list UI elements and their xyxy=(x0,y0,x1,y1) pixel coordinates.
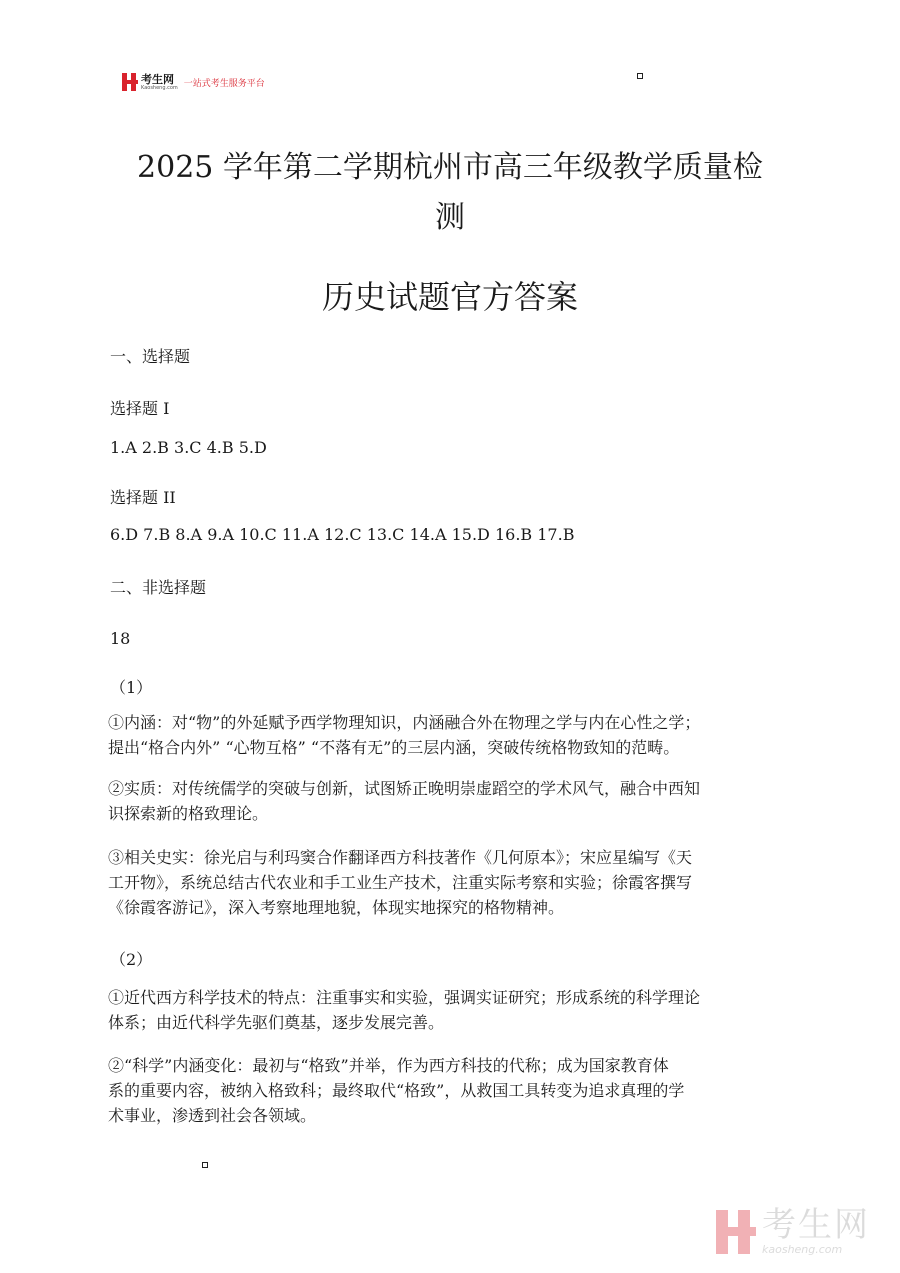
q1-point-essence xyxy=(108,776,808,826)
choice-part2-answers: 6.D 7.B 8.A 9.A 10.C 11.A 12.C 13.C 14.A 15.D 16.B 17.B xyxy=(110,525,575,544)
q2-p2-line3: 术事业，渗透到社会各领域。 xyxy=(108,1106,317,1125)
page-marker-bottom xyxy=(202,1162,208,1168)
page-marker-top xyxy=(637,73,643,79)
q1-p3-line1: ③相关史实：徐光启与利玛窦合作翻译西方科技著作《几何原本》；宋应星编写《天 xyxy=(108,848,693,867)
q2-point-features xyxy=(108,985,808,1035)
section2-heading: 二、非选择题 xyxy=(110,578,207,597)
logo-slogan: 一站式考生服务平台 xyxy=(183,78,265,89)
choice-part1-answers: 1.A 2.B 3.C 4.B 5.D xyxy=(110,438,267,457)
q2-p2-line2: 系的重要内容，被纳入格致科；最终取代“格致”，从救国工具转变为追求真理的学 xyxy=(108,1081,685,1100)
site-logo[interactable] xyxy=(122,72,265,92)
q1-p3-line3: 《徐霞客游记》，深入考察地理地貌，体现实地探究的格物精神。 xyxy=(108,898,565,917)
kaosheng-watermark-icon xyxy=(716,1210,756,1254)
q1-p1-line2: 提出“格合内外” “心物互格” “不落有无”的三层内涵，突破传统格物致知的范畴。 xyxy=(108,738,680,757)
logo-url: Kaosheng.com xyxy=(141,84,178,91)
q2-label: （2） xyxy=(110,950,153,969)
choice-part2-label: 选择题 II xyxy=(110,488,176,507)
q2-p2-line1: ②“科学”内涵变化：最初与“格致”并举，作为西方科技的代称；成为国家教育体 xyxy=(108,1056,669,1075)
q1-point-meaning xyxy=(108,710,808,760)
q1-p2-line2: 识探索新的格致理论。 xyxy=(108,804,269,823)
watermark-name: 考生网 xyxy=(762,1205,870,1245)
q1-p2-line1: ②实质：对传统儒学的突破与创新，试图矫正晚明崇虚蹈空的学术风气，融合中西知 xyxy=(108,779,701,798)
kaosheng-logo-icon xyxy=(122,73,138,91)
q2-p1-line1: ①近代西方科学技术的特点：注重事实和实验，强调实证研究；形成系统的科学理论 xyxy=(108,988,701,1007)
q1-p3-line2: 工开物》，系统总结古代农业和手工业生产技术，注重实际考察和实验；徐霞客撰写 xyxy=(108,873,693,892)
question-number: 18 xyxy=(110,629,131,648)
watermark-url: kaosheng.com xyxy=(762,1243,843,1256)
page-title-line2: 测 xyxy=(435,200,465,235)
page-title-line1: 2025 学年第二学期杭州市高三年级教学质量检 xyxy=(137,150,763,185)
q2-p1-line2: 体系；由近代科学先驱们奠基，逐步发展完善。 xyxy=(108,1013,445,1032)
section1-heading: 一、选择题 xyxy=(110,347,191,366)
q1-p1-line1: ①内涵：对“物”的外延赋予西学物理知识，内涵融合外在物理之学与内在心性之学； xyxy=(108,713,701,732)
q2-point-science-change xyxy=(108,1053,808,1128)
choice-part1-label: 选择题 I xyxy=(110,399,170,418)
page-subtitle: 历史试题官方答案 xyxy=(321,278,578,316)
logo-name: 考生网 xyxy=(141,72,174,86)
q1-point-facts xyxy=(108,845,808,920)
watermark xyxy=(716,1205,870,1256)
q1-label: （1） xyxy=(110,678,153,697)
